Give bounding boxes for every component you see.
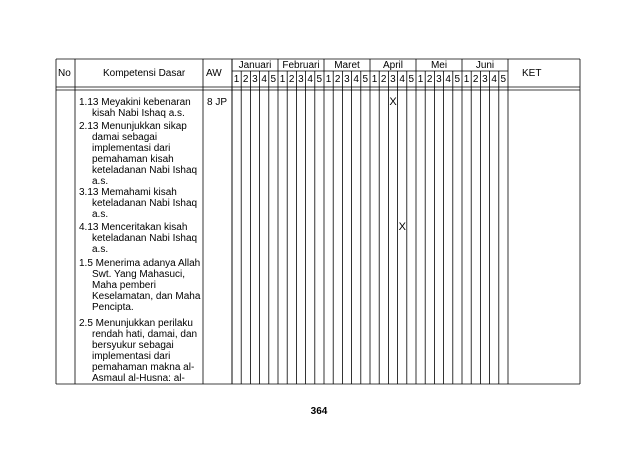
- header-kompetensi-dasar: Kompetensi Dasar: [103, 68, 186, 79]
- week-label: 3: [344, 74, 350, 85]
- week-label: 2: [426, 74, 433, 85]
- competency-text: a.s.: [92, 209, 109, 220]
- schedule-mark: X: [398, 221, 406, 233]
- competency-text: a.s.: [92, 244, 109, 255]
- week-label: 4: [307, 74, 313, 85]
- schedule-mark: X: [389, 96, 397, 108]
- competency-text: bersyukur sebagai: [92, 340, 174, 351]
- week-label: 3: [390, 74, 396, 85]
- week-label: 5: [316, 74, 323, 85]
- competency-text: Swt. Yang Mahasuci,: [92, 269, 186, 280]
- competency-text: 4.13 Menceritakan kisah: [79, 222, 188, 233]
- week-label: 4: [491, 74, 497, 85]
- month-label: Maret: [334, 60, 360, 71]
- week-label: 1: [463, 74, 470, 85]
- week-label: 4: [353, 74, 359, 85]
- week-label: 2: [380, 74, 387, 85]
- competency-text: Pencipta.: [92, 302, 134, 313]
- competency-text: a.s.: [92, 176, 109, 187]
- competency-text: kisah Nabi Ishaq a.s.: [92, 108, 185, 119]
- header-aw: AW: [206, 68, 222, 79]
- week-label: 5: [408, 74, 415, 85]
- competency-text: Maha pemberi: [92, 280, 156, 291]
- competency-text: Keselamatan, dan Maha: [92, 291, 201, 302]
- competency-text: keteladanan Nabi Ishaq: [92, 198, 198, 209]
- week-label: 5: [270, 74, 277, 85]
- competency-text: rendah hati, damai, dan: [92, 329, 198, 340]
- competency-text: implementasi dari: [92, 143, 171, 154]
- header-ket: KET: [522, 68, 542, 79]
- competency-text: keteladanan Nabi Ishaq: [92, 233, 198, 244]
- week-label: 5: [454, 74, 461, 85]
- competency-text: pemahaman kisah: [92, 154, 174, 165]
- week-label: 3: [298, 74, 304, 85]
- competency-entry: [79, 222, 209, 255]
- week-label: 4: [261, 74, 267, 85]
- week-label: 3: [252, 74, 258, 85]
- competency-text: 1.5 Menerima adanya Allah: [79, 258, 201, 269]
- competency-text: 3.13 Memahami kisah: [79, 187, 177, 198]
- week-label: 3: [482, 74, 488, 85]
- competency-entry: [79, 318, 209, 384]
- header-no: No: [58, 68, 71, 79]
- competency-text: 2.13 Menunjukkan sikap: [79, 121, 187, 132]
- week-label: 5: [500, 74, 507, 85]
- week-label: 2: [472, 74, 479, 85]
- competency-entry: [79, 121, 209, 187]
- competency-entry: [79, 187, 209, 220]
- competency-text: damai sebagai: [92, 132, 158, 143]
- week-label: 1: [325, 74, 332, 85]
- competency-text: Asmaul al-Husna: al-: [92, 373, 185, 384]
- week-label: 4: [399, 74, 405, 85]
- week-label: 5: [362, 74, 369, 85]
- week-label: 2: [334, 74, 341, 85]
- competency-entry: [79, 258, 209, 313]
- week-label: 2: [242, 74, 249, 85]
- competency-entry: [79, 97, 209, 119]
- month-label: Mei: [430, 60, 448, 71]
- week-label: 2: [288, 74, 295, 85]
- month-label: Februari: [282, 60, 320, 71]
- month-label: April: [382, 60, 403, 71]
- competency-text: 2.5 Menunjukkan perilaku: [79, 318, 193, 329]
- competency-text: implementasi dari: [92, 351, 171, 362]
- week-label: 4: [445, 74, 451, 85]
- week-label: 1: [233, 74, 240, 85]
- week-label: 3: [436, 74, 442, 85]
- competency-text: keteladanan Nabi Ishaq: [92, 165, 198, 176]
- week-label: 1: [371, 74, 378, 85]
- week-label: 1: [279, 74, 286, 85]
- month-label: Januari: [238, 60, 272, 71]
- competency-text: 1.13 Meyakini kebenaran: [79, 97, 191, 108]
- month-label: Juni: [475, 60, 495, 71]
- page-number: 364: [310, 406, 328, 417]
- aw-value: 8 JP: [207, 97, 228, 108]
- competency-text: pemahaman makna al-: [92, 362, 195, 373]
- week-label: 1: [417, 74, 424, 85]
